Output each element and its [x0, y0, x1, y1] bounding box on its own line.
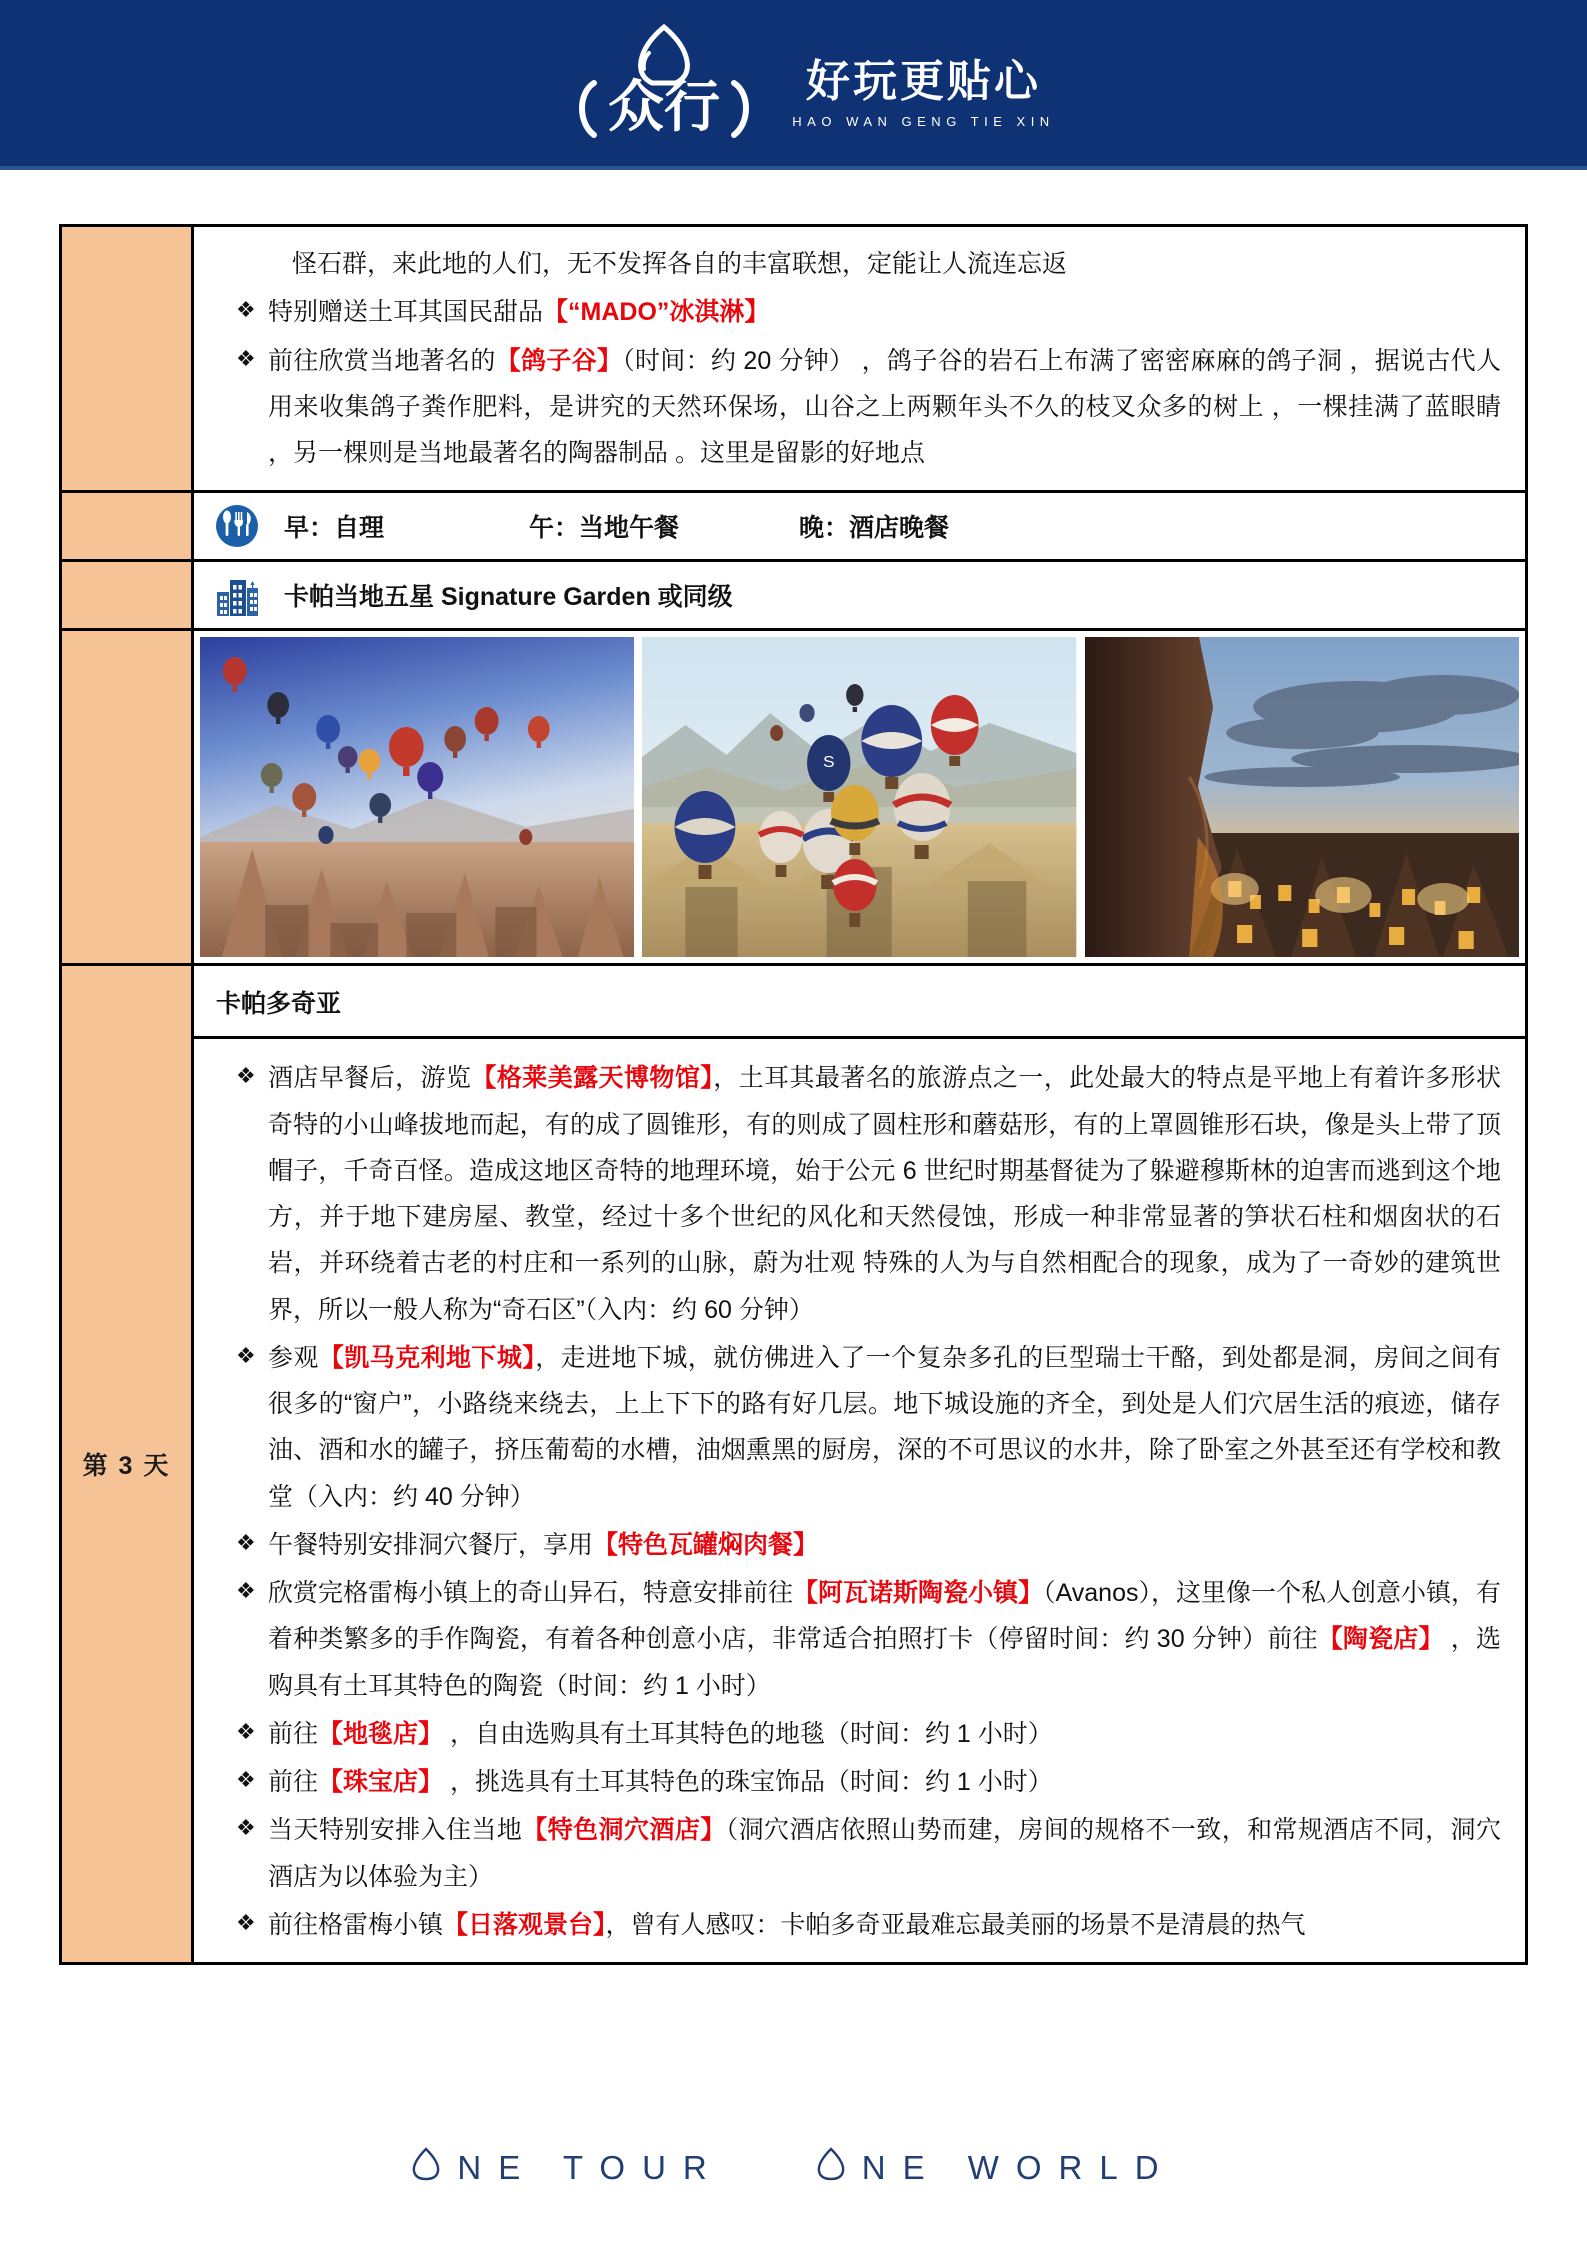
brand-slogan-pinyin: HAO WAN GENG TIE XIN: [792, 114, 1055, 129]
meal-lunch: 午：当地午餐: [529, 514, 680, 543]
day2-description-block: [194, 227, 1525, 490]
cappadocia-cave-town-sunset-photo: [1085, 637, 1519, 957]
bullet-diamond-icon: ❖: [236, 1767, 256, 1792]
text-segment: 前往: [268, 1768, 319, 1796]
bullet-diamond-icon: ❖: [236, 1718, 256, 1744]
day2-bullet-pigeon-valley-text: [268, 338, 1501, 477]
bullet-diamond-icon: ❖: [236, 1342, 256, 1368]
day3-bullet-jewelry-shop: [216, 1759, 1501, 1805]
day2-bullet-mado: [216, 289, 1501, 335]
text-segment: 当天特别安排入住当地: [268, 1816, 523, 1845]
day3-bullet-carpet-shop: [216, 1711, 1501, 1757]
bullet-diamond-icon: ❖: [236, 1909, 256, 1935]
meal-texts: [284, 508, 949, 544]
day3-bullet-avanos-text: [268, 1570, 1501, 1709]
day3-bullet-lunch: [216, 1522, 1501, 1568]
highlight-segment: 【鸽子谷】: [495, 346, 623, 375]
bullet-diamond-icon: ❖: [236, 345, 256, 371]
text-segment: ，自由选购具有土耳其特色的地毯（时间：约 1 小时）: [443, 1719, 1053, 1748]
day2-label-cell-hotel: [61, 561, 193, 630]
day2-bullet-mado-text: [268, 289, 1501, 335]
text-segment: ，走进地下城，就仿佛进入了一个复杂多孔的巨型瑞士干酪，到处都是洞，房间之间有很多的“窗户”，小路绕来绕去，上上下下的路有好几层。地下城设施的齐全，到处是人们穴居生活的痕迹，储存油、酒和水的罐子，挤压葡萄的水槽，油烟熏黑的厨房，深的不可思议的水井，除了卧室之外甚至还有学校和教堂（入内：约 40 分钟）: [268, 1343, 1501, 1511]
day2-label-cell-photos: [61, 630, 193, 965]
svg-text:S: S: [823, 752, 835, 772]
day3-bullet-goreme: [216, 1055, 1501, 1333]
svg-text:众行: 众行: [608, 75, 721, 138]
highlight-segment: 【“MADO”冰淇淋】: [543, 298, 770, 327]
text-segment: 特别赠送土耳其国民甜品: [268, 298, 544, 327]
text-segment: （时间：约 20 分钟） ，鸽子谷的岩石上布满了密密麻麻的鸽子洞 ，据说古代人用来收集鸽子粪作肥料，是讲究的天然环保场，山谷之上两颗年头不久的枝叉众多的树上 ，一棵挂满了蓝眼睛 ，另一棵则是当地最著名的陶器制品 。这里是留影的好地点: [268, 346, 1501, 467]
footer-one-world-label: NE WORLD: [861, 2149, 1176, 2186]
day3-region-title: 卡帕多奇亚: [216, 990, 342, 1019]
day3-bullet-goreme-text: [268, 1055, 1501, 1333]
day3-bullet-cave-hotel-text: [268, 1807, 1501, 1900]
day3-body-row: [61, 1038, 1527, 1964]
text-segment: 酒店早餐后，游览: [268, 1064, 472, 1093]
text-segment: 前往: [268, 1719, 319, 1748]
bullet-diamond-icon: ❖: [236, 1815, 256, 1841]
text-segment: 参观: [268, 1343, 319, 1372]
day3-bullet-carpet-shop-text: [268, 1711, 1501, 1757]
text-segment: ，挑选具有土耳其特色的珠宝饰品（时间：约 1 小时）: [443, 1768, 1053, 1796]
drop-o-icon: [816, 2147, 846, 2189]
day3-body-cell: [193, 1038, 1527, 1964]
hotel-icon: [214, 572, 262, 618]
bullet-diamond-icon: ❖: [236, 1578, 256, 1603]
footer-one-tour: [411, 2147, 723, 2189]
cappadocia-balloon-field-photo: [642, 637, 1076, 957]
zhongxing-logo-icon: [548, 23, 778, 143]
highlight-segment: 【特色洞穴酒店】: [522, 1816, 726, 1845]
text-segment: （洞穴酒店依照山势而建，房间的规格不一致，和常规酒店不同，洞穴酒店为以体验为主）: [268, 1816, 1501, 1891]
meal-info-row: [194, 493, 1525, 559]
day2-row: [61, 226, 1527, 492]
bullet-diamond-icon: ❖: [236, 1063, 256, 1089]
brand-slogan: 好玩更贴心: [805, 57, 1041, 106]
day3-bullet-sunset-viewpoint: [216, 1902, 1501, 1948]
text-segment: （Avanos），这里像一个私人创意小镇，有着种类繁多的手作陶瓷，有着各种创意小店，非常适合拍照打卡（停留时间：约 30 分钟）前往: [268, 1579, 1501, 1654]
day3-bullet-cave-hotel: [216, 1807, 1501, 1900]
page-footer: [0, 2147, 1587, 2189]
day2-label-cell-meals: [61, 492, 193, 561]
text-segment: ，选购具有土耳其特色的陶瓷（时间：约 1 小时）: [268, 1625, 1501, 1700]
highlight-segment: 【日落观景台】: [443, 1910, 606, 1939]
text-segment: 前往格雷梅小镇: [268, 1910, 444, 1939]
meal-breakfast: 早：自理: [284, 514, 385, 543]
photo-strip: [194, 631, 1525, 963]
day3-bullet-sunset-viewpoint-text: [268, 1902, 1501, 1948]
highlight-segment: 【格莱美露天博物馆】: [471, 1064, 714, 1093]
day3-bullet-avanos: [216, 1570, 1501, 1709]
hotel-name: 卡帕当地五星 Signature Garden 或同级: [284, 583, 733, 612]
meal-icon: [214, 503, 260, 549]
day3-label-cell: 第 3 天: [61, 965, 193, 1964]
highlight-segment: 【地毯店】: [318, 1719, 444, 1748]
cappadocia-balloons-dawn-photo: [200, 637, 634, 957]
photos-cell: [193, 630, 1527, 965]
highlight-segment: 【阿瓦诺斯陶瓷小镇】: [793, 1579, 1044, 1607]
day2-label-cell: [61, 226, 193, 492]
highlight-segment: 【珠宝店】: [318, 1768, 444, 1796]
day3-region-cell: [193, 965, 1527, 1038]
meal-dinner: 晚：酒店晚餐: [799, 514, 950, 543]
day2-meals-row: [61, 492, 1527, 561]
day3-bullet-kaymakli: [216, 1335, 1501, 1520]
text-segment: 前往欣赏当地著名的: [268, 346, 496, 375]
hotel-info-row: [194, 562, 1525, 628]
text-segment: 欣赏完格雷梅小镇上的奇山异石，特意安排前往: [268, 1579, 794, 1607]
day2-bullet-pigeon-valley: [216, 338, 1501, 477]
brand-slogan-block: [792, 57, 1055, 143]
text-segment: 午餐特别安排洞穴餐厅，享用: [268, 1530, 594, 1559]
day3-bullet-lunch-text: [268, 1522, 1501, 1568]
day2-body-cell: [193, 226, 1527, 492]
highlight-segment: 【凯马克利地下城】: [318, 1343, 536, 1372]
footer-one-world: [816, 2147, 1176, 2189]
page-header-banner: [0, 0, 1587, 170]
day2-continuation-line: 怪石群，来此地的人们，无不发挥各自的丰富联想，定能让人流连忘返: [292, 250, 1068, 278]
drop-o-icon: [411, 2147, 441, 2189]
highlight-segment: 【陶瓷店】: [1317, 1625, 1444, 1654]
day2-photos-row: [61, 630, 1527, 965]
day3-region-row: [61, 965, 1527, 1038]
brand-logo: [548, 23, 1054, 143]
day3-description-block: [194, 1039, 1525, 1962]
bullet-diamond-icon: ❖: [236, 1529, 256, 1555]
text-segment: ，曾有人感叹：卡帕多奇亚最难忘最美丽的场景不是清晨的热气: [605, 1910, 1306, 1939]
day3-bullet-kaymakli-text: [268, 1335, 1501, 1520]
meals-cell: [193, 492, 1527, 561]
hotel-cell: [193, 561, 1527, 630]
day2-hotel-row: [61, 561, 1527, 630]
bullet-diamond-icon: ❖: [236, 297, 256, 323]
itinerary-table: [59, 224, 1528, 1965]
footer-one-tour-label: NE TOUR: [457, 2149, 724, 2186]
highlight-segment: 【特色瓦罐焖肉餐】: [593, 1530, 819, 1559]
text-segment: ，土耳其最著名的旅游点之一，此处最大的特点是平地上有着许多形状奇特的小山峰拔地而起，有的成了圆锥形，有的则成了圆柱形和蘑菇形，有的上罩圆锥形石块，像是头上带了顶帽子，千奇百怪。造成这地区奇特的地理环境，始于公元 6 世纪时期基督徒为了躲避穆斯林的迫害而逃到这个地方，并于地下建房屋、教堂，经过十多个世纪的风化和天然侵蚀，形成一种非常显著的笋状石柱和烟囱状的石岩，并环绕着古老的村庄和一系列的山脉，蔚为壮观 特殊的人为与自然相配合的现象，成为了一奇妙的建筑世界，所以一般人称为“奇石区”（入内：约 60 分钟）: [268, 1064, 1501, 1324]
day3-bullet-jewelry-shop-text: [268, 1759, 1501, 1805]
